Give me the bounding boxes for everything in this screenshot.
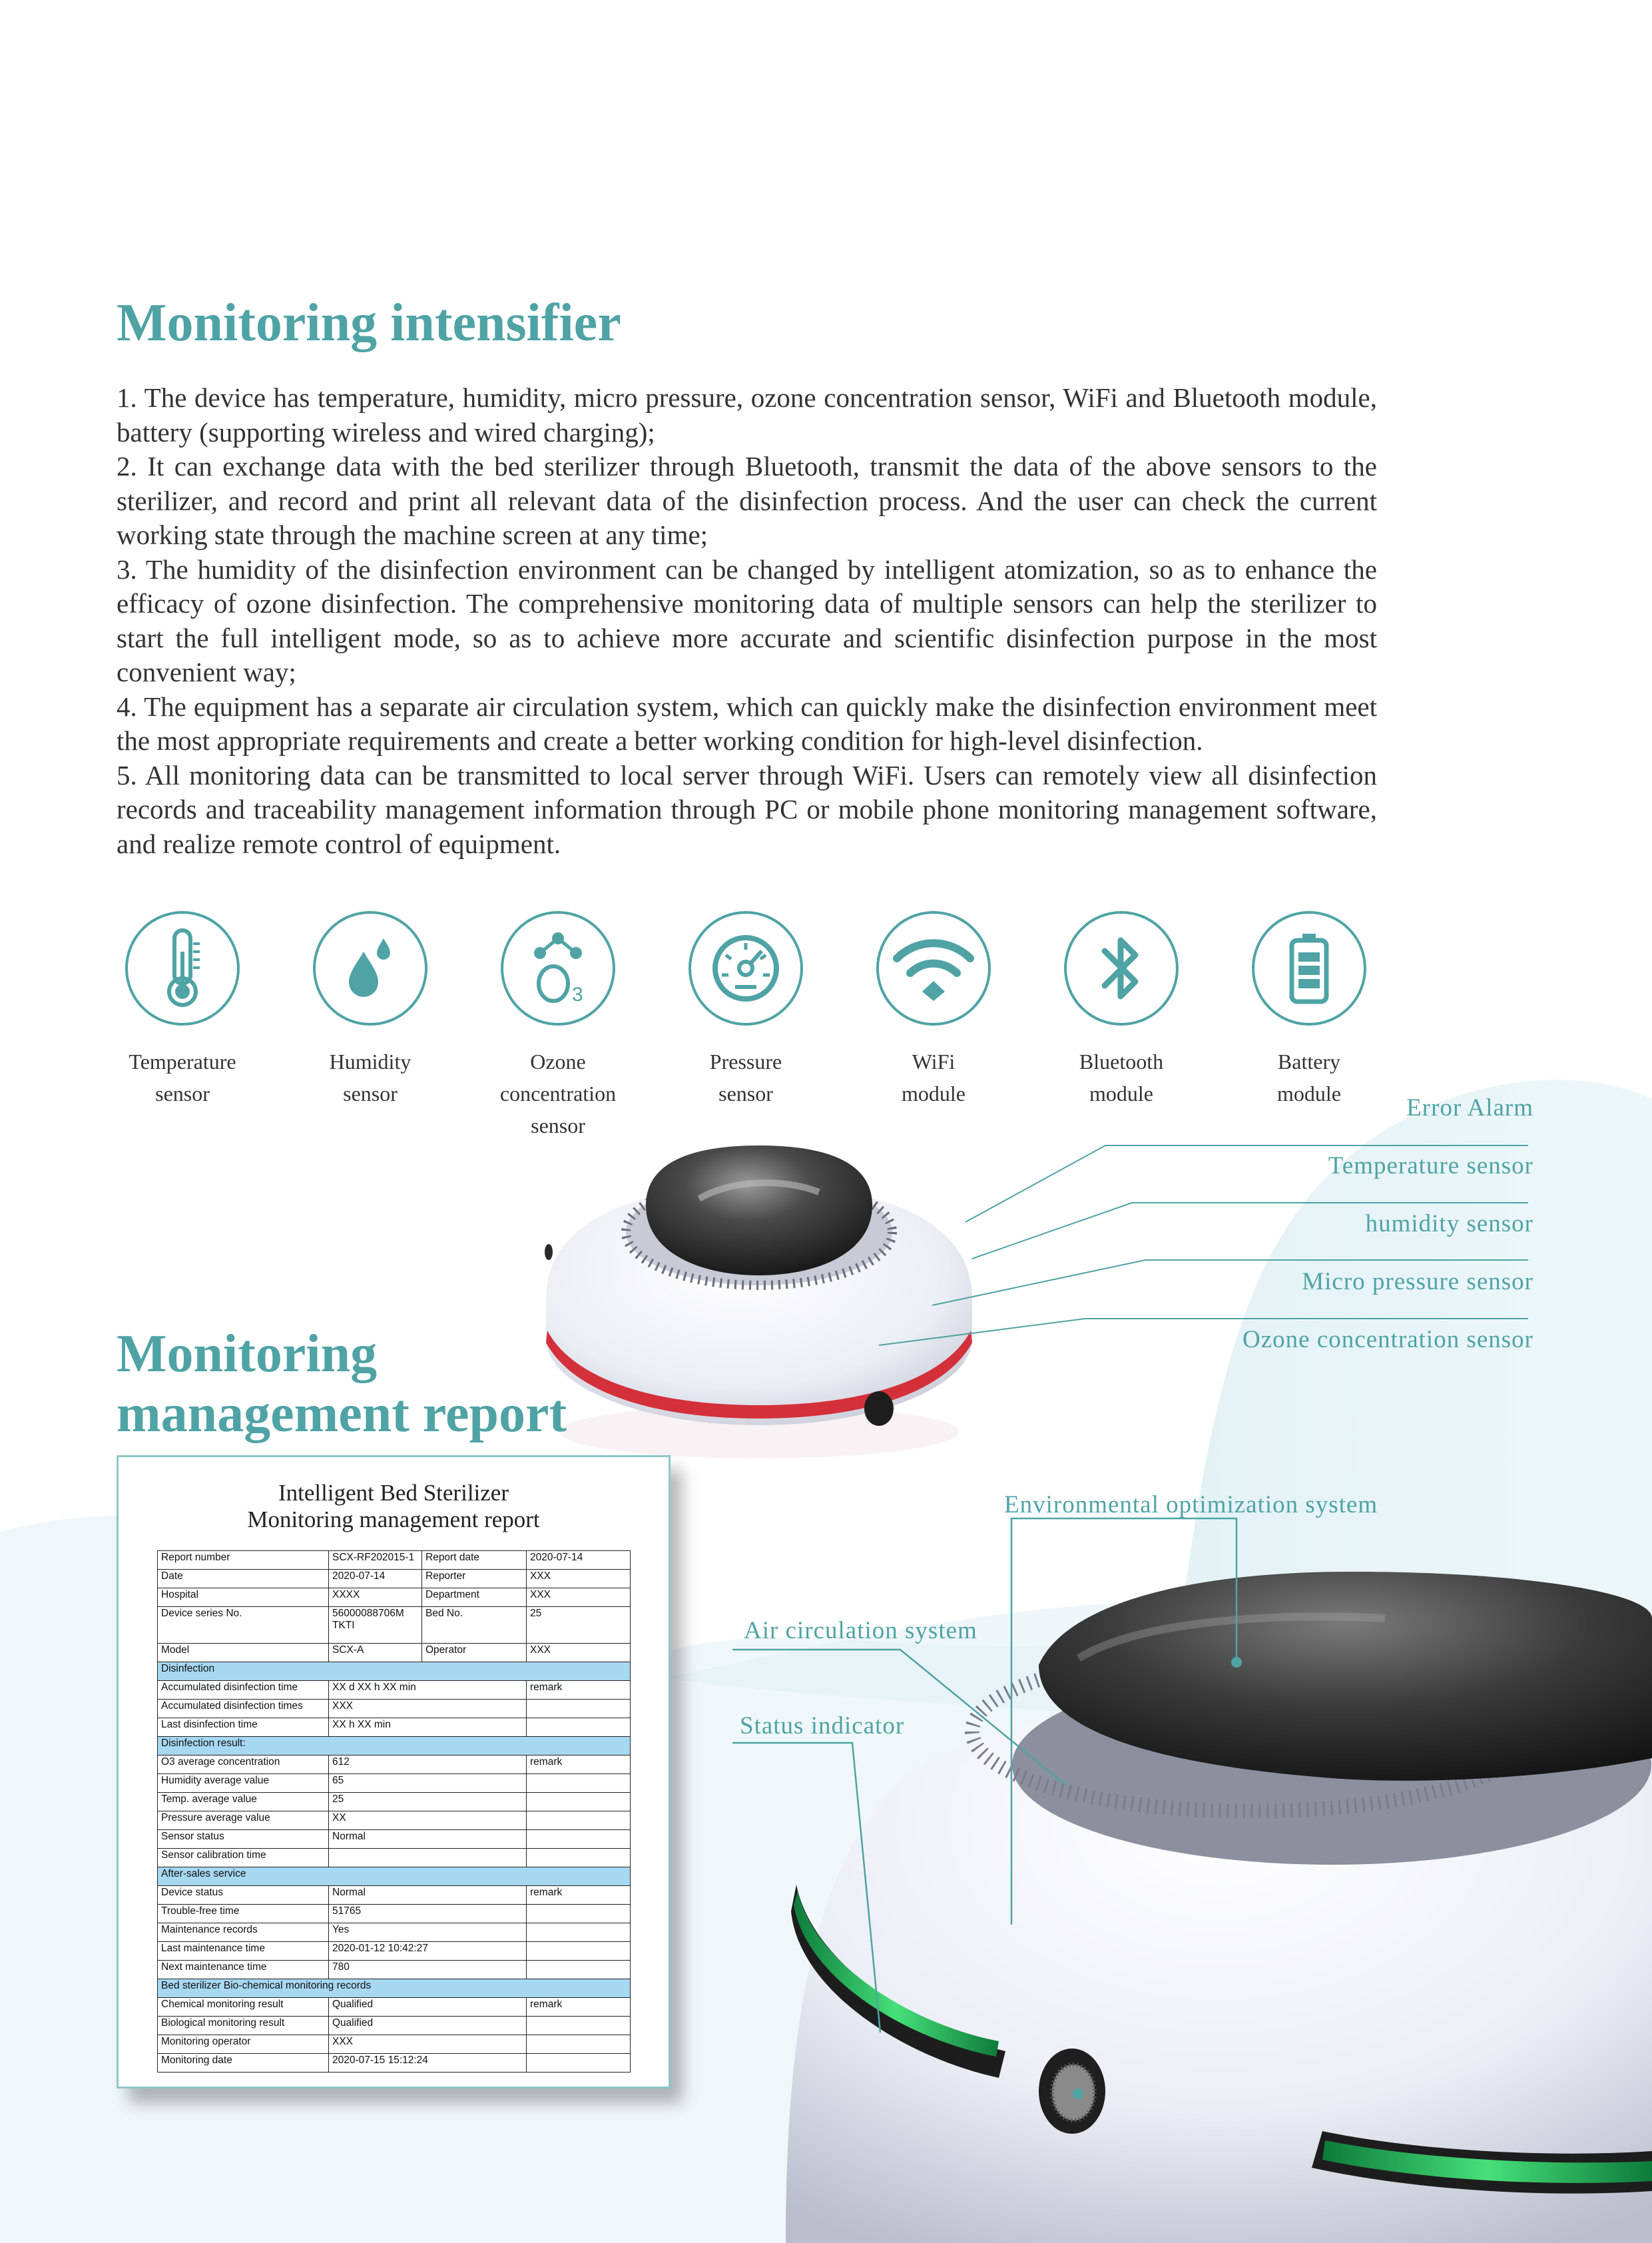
table-row xyxy=(158,1570,631,1588)
intensifier-title: Monitoring intensifier xyxy=(117,294,621,352)
model-label: Model xyxy=(158,1644,329,1662)
row-label: Sensor calibration time xyxy=(158,1849,329,1867)
feature-line1: Humidity xyxy=(329,1050,412,1074)
bed-no-value: 25 xyxy=(527,1607,631,1644)
feature-line1: Temperature xyxy=(129,1050,236,1074)
table-row xyxy=(158,1905,631,1923)
row-value: 65 xyxy=(329,1774,527,1793)
row-value: 2020-07-15 15:12:24 xyxy=(329,2054,527,2073)
table-row xyxy=(158,1793,631,1811)
table-row xyxy=(158,1774,631,1793)
table-row xyxy=(158,1551,631,1570)
report-number-label: Report number xyxy=(158,1551,329,1570)
row-remark: remark xyxy=(527,1756,631,1774)
wifi-icon xyxy=(876,911,991,1026)
row-label: Pressure average value xyxy=(158,1811,329,1830)
report-title xyxy=(119,1480,669,1533)
feature-line1: Bluetooth xyxy=(1079,1050,1164,1074)
row-remark xyxy=(527,1923,631,1942)
row-value: 2020-01-12 10:42:27 xyxy=(329,1942,527,1961)
row-remark xyxy=(527,1811,631,1830)
model-value: SCX-A xyxy=(329,1644,422,1662)
callout-environmental-optimization: Environmental optimization system xyxy=(1004,1491,1378,1518)
table-row xyxy=(158,1756,631,1774)
callout-status-indicator: Status indicator xyxy=(740,1712,905,1740)
department-label: Department xyxy=(422,1588,527,1607)
row-value xyxy=(329,1849,527,1867)
row-remark: remark xyxy=(527,1681,631,1700)
table-row xyxy=(158,1886,631,1905)
report-section-header xyxy=(158,1737,631,1756)
table-row xyxy=(158,1830,631,1849)
feature-line2: module xyxy=(902,1082,965,1106)
row-label: Trouble-free time xyxy=(158,1905,329,1923)
callout-ozone-concentration-sensor: Ozone concentration sensor xyxy=(1242,1326,1533,1353)
row-label: Biological monitoring result xyxy=(158,2017,329,2035)
intro-item-2: 2. It can exchange data with the bed sterilizer through Bluetooth, transmit the data of the above sensors to the sterilizer, and record and print all relevant data of the disinfection process. And the user can check the current working state through the machine screen at any time; xyxy=(117,451,1377,550)
reporter-value: XXX xyxy=(527,1570,631,1588)
intro-item-4: 4. The equipment has a separate air circulation system, which can quickly make the disinfection environment meet the most appropriate requirements and create a better working condition for high-level disinfection. xyxy=(117,691,1377,756)
row-value: Yes xyxy=(329,1923,527,1942)
feature-line2: sensor xyxy=(343,1082,398,1106)
intro-text xyxy=(117,381,1377,861)
row-remark xyxy=(527,1774,631,1793)
row-value: 780 xyxy=(329,1961,527,1979)
feature-humidity xyxy=(284,911,457,1110)
feature-temperature xyxy=(96,911,269,1110)
row-value: Qualified xyxy=(329,1998,527,2017)
row-label: Accumulated disinfection time xyxy=(158,1681,329,1700)
report-title-line1: Intelligent Bed Sterilizer xyxy=(278,1480,509,1506)
row-label: Device status xyxy=(158,1886,329,1905)
row-label: Temp. average value xyxy=(158,1793,329,1811)
device-series-label: Device series No. xyxy=(158,1607,329,1644)
row-label: Accumulated disinfection times xyxy=(158,1700,329,1718)
ozone-subscript: 3 xyxy=(572,984,583,1006)
feature-line1: Pressure xyxy=(709,1050,782,1074)
callout-lines-bottom xyxy=(732,1492,1332,2091)
feature-line1: Ozone concentration xyxy=(499,1050,617,1106)
feature-wifi xyxy=(847,911,1020,1110)
row-remark xyxy=(527,1718,631,1737)
row-label: Chemical monitoring result xyxy=(158,1998,329,2017)
feature-line1: WiFi xyxy=(912,1050,956,1074)
pressure-gauge-icon xyxy=(688,911,803,1026)
table-row xyxy=(158,1849,631,1867)
battery-icon xyxy=(1252,911,1366,1026)
row-remark xyxy=(527,1830,631,1849)
feature-line2: module xyxy=(1089,1082,1153,1106)
row-value: XX xyxy=(329,1811,527,1830)
intro-item-3: 3. The humidity of the disinfection environment can be changed by intelligent atomization, so as to enhance the efficacy of ozone disinfection. The comprehensive monitoring data of multiple sensors can help the sterilizer to start the full intelligent mode, so as to achieve more accurate and scientific disinfection purpose in the most convenient way; xyxy=(117,553,1377,687)
feature-line1: Battery xyxy=(1277,1050,1341,1074)
thermometer-icon xyxy=(125,911,240,1026)
feature-pressure xyxy=(659,911,832,1110)
row-value: Normal xyxy=(329,1886,527,1905)
feature-ozone xyxy=(471,911,645,1141)
feature-line2: sensor xyxy=(531,1114,585,1137)
section-title: Disinfection xyxy=(158,1662,631,1681)
row-remark xyxy=(527,1793,631,1811)
reporter-label: Reporter xyxy=(422,1570,527,1588)
row-remark xyxy=(527,1700,631,1718)
row-remark xyxy=(527,1905,631,1923)
section-title: Bed sterilizer Bio-chemical monitoring records xyxy=(158,1979,631,1998)
row-remark xyxy=(527,2017,631,2035)
row-label: Maintenance records xyxy=(158,1923,329,1942)
table-row xyxy=(158,1942,631,1961)
table-row xyxy=(158,1588,631,1607)
feature-bluetooth xyxy=(1035,911,1208,1110)
feature-line2: module xyxy=(1277,1082,1341,1106)
row-remark xyxy=(527,1849,631,1867)
callout-error-alarm: Error Alarm xyxy=(1406,1094,1533,1122)
row-label: Last maintenance time xyxy=(158,1942,329,1961)
table-row xyxy=(158,1681,631,1700)
row-label: Sensor status xyxy=(158,1830,329,1849)
feature-line2: sensor xyxy=(718,1082,773,1106)
table-row xyxy=(158,1923,631,1942)
table-row xyxy=(158,1811,631,1830)
intro-item-5: 5. All monitoring data can be transmitted to local server through WiFi. Users can remotely view all disinfection records and traceability management information through PC or mobile phone monitoring management software, and realize remote control of equipment. xyxy=(117,759,1377,859)
report-section-header xyxy=(158,1662,631,1681)
callout-temperature-sensor: Temperature sensor xyxy=(1328,1152,1533,1179)
hospital-label: Hospital xyxy=(158,1588,329,1607)
row-value: 612 xyxy=(329,1756,527,1774)
bluetooth-icon xyxy=(1064,911,1179,1026)
row-remark: remark xyxy=(527,1998,631,2017)
row-value: XX d XX h XX min xyxy=(329,1681,527,1700)
date-value: 2020-07-14 xyxy=(329,1570,422,1588)
row-value: XXX xyxy=(329,1700,527,1718)
row-value: 25 xyxy=(329,1793,527,1811)
row-remark: remark xyxy=(527,1886,631,1905)
feature-battery xyxy=(1223,911,1396,1110)
section-title: After-sales service xyxy=(158,1867,631,1886)
table-row xyxy=(158,1718,631,1737)
callout-micro-pressure-sensor: Micro pressure sensor xyxy=(1302,1268,1533,1295)
row-label: Humidity average value xyxy=(158,1774,329,1793)
report-section-header xyxy=(158,1979,631,1998)
table-row xyxy=(158,2017,631,2035)
table-row xyxy=(158,2054,631,2073)
row-value: Normal xyxy=(329,1830,527,1849)
table-row xyxy=(158,1644,631,1662)
operator-label: Operator xyxy=(422,1644,527,1662)
row-remark xyxy=(527,2035,631,2054)
operator-value: XXX xyxy=(527,1644,631,1662)
report-section-title: Monitoring management report xyxy=(117,1325,567,1443)
row-label: Monitoring date xyxy=(158,2054,329,2073)
table-row xyxy=(158,1961,631,1979)
callout-air-circulation: Air circulation system xyxy=(744,1617,977,1644)
row-value: XX h XX min xyxy=(329,1718,527,1737)
department-value: XXX xyxy=(527,1588,631,1607)
callout-humidity-sensor: humidity sensor xyxy=(1365,1210,1533,1237)
row-label: O3 average concentration xyxy=(158,1756,329,1774)
row-label: Next maintenance time xyxy=(158,1961,329,1979)
report-date-label: Report date xyxy=(422,1551,527,1570)
report-number-value: SCX-RF202015-1 xyxy=(329,1551,422,1570)
report-title-line2: Monitoring management report xyxy=(247,1506,540,1532)
bed-no-label: Bed No. xyxy=(422,1607,527,1644)
row-label: Last disinfection time xyxy=(158,1718,329,1737)
section-title: Disinfection result: xyxy=(158,1737,631,1756)
device-series-value: 56000088706M TKTI xyxy=(329,1607,422,1644)
hospital-value: XXXX xyxy=(329,1588,422,1607)
table-row xyxy=(158,1700,631,1718)
report-section-header xyxy=(158,1867,631,1886)
date-label: Date xyxy=(158,1570,329,1588)
row-remark xyxy=(527,1961,631,1979)
humidity-drops-icon xyxy=(313,911,427,1026)
report-table xyxy=(157,1550,631,2073)
table-row xyxy=(158,1607,631,1644)
intro-item-1: 1. The device has temperature, humidity, micro pressure, ozone concentration sensor, WiFi and Bluetooth module, battery (supporting wireless and wired charging); xyxy=(117,382,1377,448)
row-value: XXX xyxy=(329,2035,527,2054)
row-remark xyxy=(527,1942,631,1961)
report-date-value: 2020-07-14 xyxy=(527,1551,631,1570)
row-value: 51765 xyxy=(329,1905,527,1923)
table-row xyxy=(158,1998,631,2017)
table-row xyxy=(158,2035,631,2054)
ozone-molecule-icon xyxy=(501,911,615,1026)
row-label: Monitoring operator xyxy=(158,2035,329,2054)
row-value: Qualified xyxy=(329,2017,527,2035)
row-remark xyxy=(527,2054,631,2073)
report-card xyxy=(117,1455,671,2088)
feature-line2: sensor xyxy=(155,1082,210,1106)
